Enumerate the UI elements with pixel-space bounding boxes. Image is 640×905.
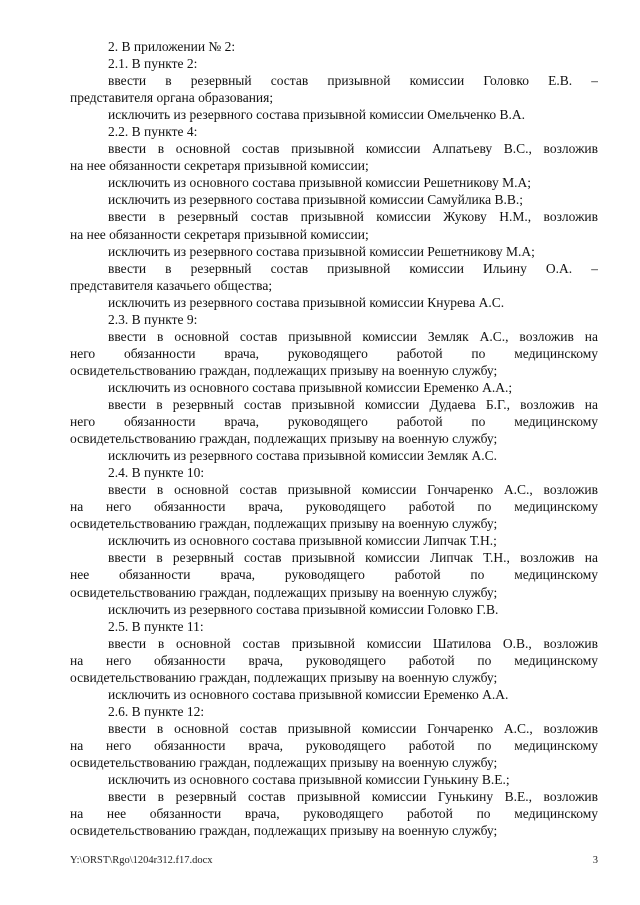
text-line: 2.4. В пункте 10: — [108, 465, 205, 481]
text-line: на нее обязанности секретаря призывной комиссии; — [70, 158, 369, 174]
text-line: исключить из резервного состава призывной комиссии Головко Г.В. — [108, 601, 499, 617]
text-line: ввести в основной состав призывной комиссии Шатилова О.В., возложив — [108, 635, 598, 651]
text-line: представителя казачьего общества; — [70, 277, 273, 293]
text-line: освидетельствованию граждан, подлежащих призыву на военную службу; — [70, 516, 498, 532]
text-line: освидетельствованию граждан, подлежащих призыву на военную службу; — [70, 823, 498, 839]
text-line: освидетельствованию граждан, подлежащих призыву на военную службу; — [70, 362, 498, 378]
text-line: ввести в резервный состав призывной комиссии Жукову Н.М., возложив — [108, 209, 598, 225]
text-line: ввести в резервный состав призывной комиссии Дудаева Б.Г., возложив на — [108, 396, 598, 412]
text-line: нее обязанности врача, руководящего работой по медицинскому — [70, 567, 598, 583]
text-line: него обязанности врача, руководящего работой по медицинскому — [70, 345, 598, 361]
text-line: ввести в основной состав призывной комиссии Гончаренко А.С., возложив — [108, 720, 598, 736]
text-line: исключить из основного состава призывной комиссии Решетникову М.А; — [108, 175, 531, 191]
text-line: 2.1. В пункте 2: — [108, 56, 198, 72]
text-line: 2.3. В пункте 9: — [108, 311, 198, 327]
text-line: ввести в резервный состав призывной комиссии Гунькину В.Е., возложив — [108, 789, 598, 805]
text-line: ввести в основной состав призывной комиссии Земляк А.С., возложив на — [108, 328, 598, 344]
text-line: исключить из основного состава призывной комиссии Еременко А.А.; — [108, 379, 513, 395]
text-line: ввести в резервный состав призывной комиссии Липчак Т.Н., возложив на — [108, 550, 598, 566]
text-line: исключить из резервного состава призывной комиссии Решетникову М.А; — [108, 243, 535, 259]
text-line: 2.2. В пункте 4: — [108, 124, 198, 140]
text-line: него обязанности врача, руководящего работой по медицинскому — [70, 414, 598, 430]
text-line: ввести в основной состав призывной комиссии Алпатьеву В.С., возложив — [108, 141, 598, 157]
text-line: освидетельствованию граждан, подлежащих призыву на военную службу; — [70, 669, 498, 685]
text-line: ввести в основной состав призывной комиссии Гончаренко А.С., возложив — [108, 482, 598, 498]
text-line: исключить из резервного состава призывной комиссии Земляк А.С. — [108, 448, 497, 464]
text-line: исключить из основного состава призывной комиссии Липчак Т.Н.; — [108, 533, 497, 549]
text-line: исключить из основного состава призывной комиссии Еременко А.А. — [108, 686, 509, 702]
text-line: 2.6. В пункте 12: — [108, 703, 205, 719]
text-line: на нее обязанности секретаря призывной комиссии; — [70, 226, 369, 242]
text-line: освидетельствованию граждан, подлежащих призыву на военную службу; — [70, 754, 498, 770]
document-body — [70, 38, 598, 839]
text-line: 2. В приложении № 2: — [108, 39, 236, 54]
text-line: освидетельствованию граждан, подлежащих призыву на военную службу; — [70, 431, 498, 447]
text-line: исключить из резервного состава призывной комиссии Кнурева А.С. — [108, 294, 505, 310]
page-number: 3 — [592, 855, 598, 866]
text-line: исключить из основного состава призывной комиссии Гунькину В.Е.; — [108, 772, 510, 788]
text-line: представителя органа образования; — [70, 90, 274, 106]
text-line: на него обязанности врача, руководящего работой по медицинскому — [70, 652, 598, 668]
text-line: исключить из резервного состава призывной комиссии Самуйлика В.В.; — [108, 192, 524, 208]
footer-file-path: Y:\ORST\Rgo\1204r312.f17.docx — [70, 855, 213, 866]
text-line: ввести в резервный состав призывной комиссии Ильину О.А. – — [108, 260, 598, 276]
text-line: на него обязанности врача, руководящего работой по медицинскому — [70, 499, 598, 515]
text-line: ввести в резервный состав призывной комиссии Головко Е.В. – — [108, 73, 598, 89]
text-line: на него обязанности врача, руководящего работой по медицинскому — [70, 737, 598, 753]
text-line: 2.5. В пункте 11: — [108, 618, 204, 634]
text-line: освидетельствованию граждан, подлежащих призыву на военную службу; — [70, 584, 498, 600]
text-line: на нее обязанности врача, руководящего работой по медицинскому — [70, 806, 598, 822]
text-line: исключить из резервного состава призывной комиссии Омельченко В.А. — [108, 107, 525, 123]
